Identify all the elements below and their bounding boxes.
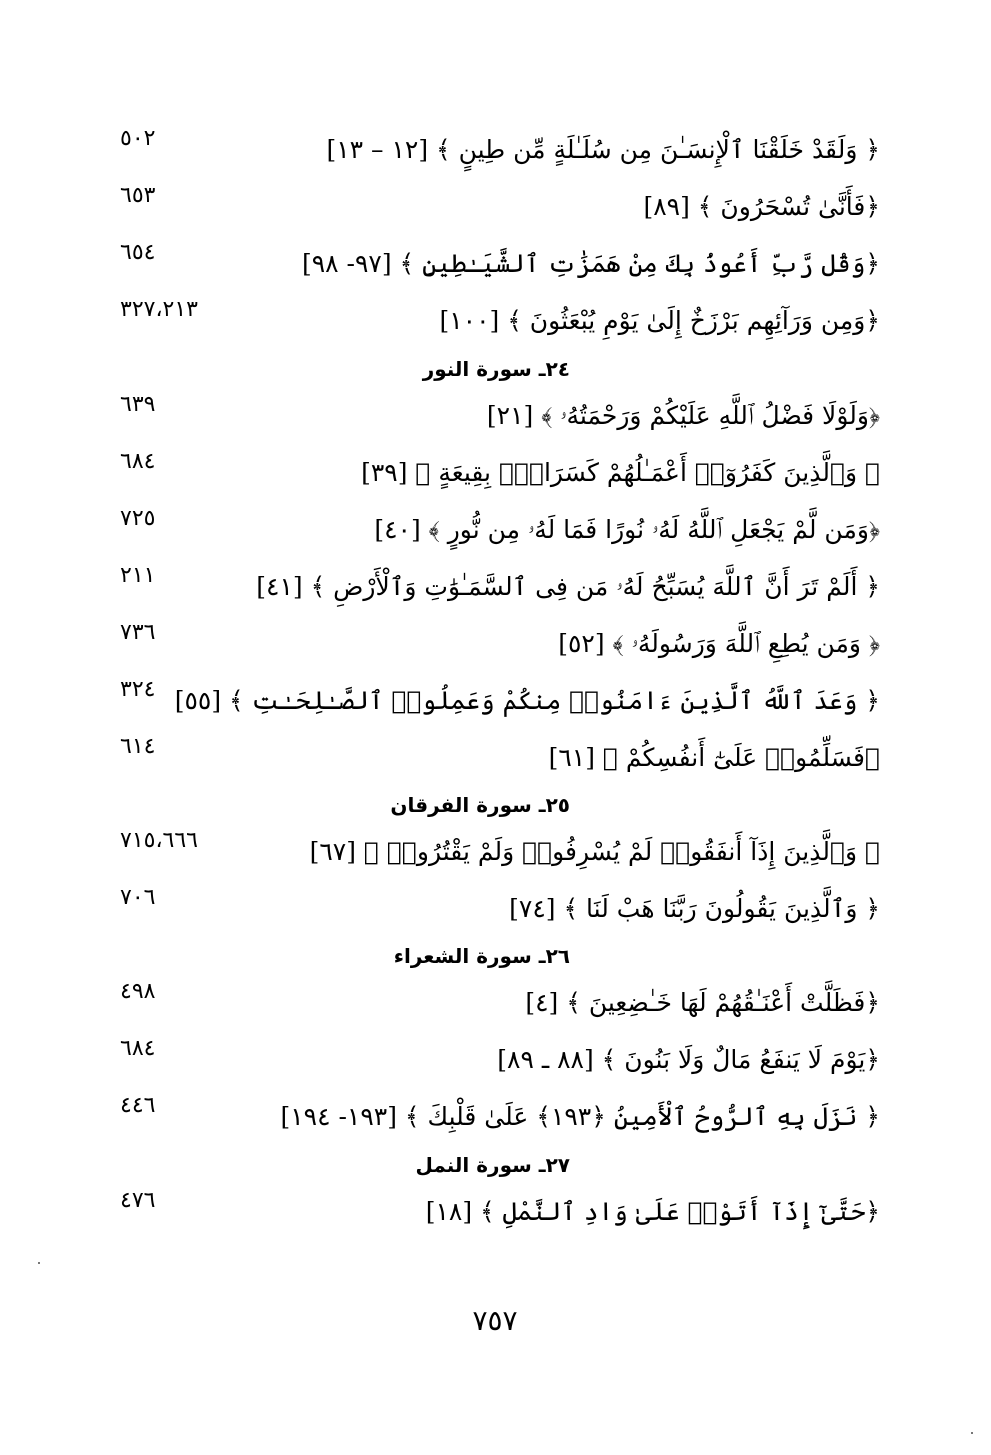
verse-text: ﴿ أَلَمْ تَرَ أَنَّ ٱللَّهَ يُسَبِّحُ لَهُۥ مَن فِى ٱلسَّمَـٰوَٰتِ وَٱلْأَرْضِ ﴾ [٤١]	[256, 572, 880, 601]
page-references: ٦٨٤	[120, 1036, 156, 1061]
verse-row	[110, 828, 880, 880]
verse-text: ﴿ وَعَدَ ٱللَّهُ ٱلَّذِينَ ءَامَنُوا۟ مِنكُمْ وَعَمِلُوا۟ ٱلصَّـٰلِحَـٰتِ ﴾ [٥٥]	[174, 686, 880, 715]
surah-heading: ٢٧ـ سورة النمل	[415, 1153, 570, 1177]
surah-heading: ٢٦ـ سورة الشعراء	[393, 944, 570, 968]
verse-text: ﴿فَأَنَّىٰ تُسْحَرُونَ ﴾ [٨٩]	[643, 192, 880, 221]
verse-row	[110, 1188, 880, 1240]
verse-row	[110, 734, 880, 786]
page-references: ٥٠٢	[120, 126, 156, 151]
verse-row	[110, 563, 880, 615]
page-references: ٤٧٦	[120, 1188, 156, 1213]
page-references: ٧٣٦	[120, 620, 156, 645]
verse-row	[110, 620, 880, 672]
page-references: ٦٥٣	[120, 183, 156, 208]
page-references: ٤٤٦	[120, 1093, 156, 1118]
verse-text: ﴿وَمِن وَرَآئِهِم بَرْزَخٌ إِلَىٰ يَوْمِ يُبْعَثُونَ ﴾ [١٠٠]	[439, 306, 880, 335]
page-references: ٤٩٨	[120, 979, 156, 1004]
verse-text: ﴿ نَزَلَ بِهِ ٱلرُّوحُ ٱلْأَمِينُ ﴿١٩٣﴾ عَلَىٰ قَلْبِكَ ﴾ [١٩٣- ١٩٤]	[280, 1102, 880, 1131]
verse-row	[110, 297, 880, 349]
verse-row	[110, 392, 880, 444]
scan-speck	[971, 1432, 973, 1434]
surah-heading: ٢٥ـ سورة الفرقان	[390, 793, 570, 817]
verse-text: ﴿ وَٱلَّذِينَ كَفَرُوٓا۟ أَعْمَـٰلُهُمْ كَسَرَابٍۭ بِقِيعَةٍ ﴾ [٣٩]	[361, 458, 880, 487]
verse-text: ﴿وَقُل رَّبِّ أَعُوذُ بِكَ مِنْ هَمَزَٰتِ ٱلشَّيَـٰطِينِ ﴾ [٩٧- ٩٨]	[301, 249, 880, 278]
page-number: ٧٥٧	[472, 1304, 518, 1337]
verse-row	[110, 1036, 880, 1088]
verse-text: ﴿يَوْمَ لَا يَنفَعُ مَالٌ وَلَا بَنُونَ ﴾ [٨٨ ـ ٨٩]	[497, 1045, 880, 1074]
page-references: ٦١٤	[120, 734, 156, 759]
verse-text: ﴿وَلَوْلَا فَضْلُ ٱللَّهِ عَلَيْكُمْ وَرَحْمَتُهُۥ ﴾ [٢١]	[486, 401, 880, 430]
page-references: ٣٢٤	[120, 677, 156, 702]
page-references: ٦٥٤	[120, 240, 156, 265]
verse-row	[110, 506, 880, 558]
verse-text: ﴿فَظَلَّتْ أَعْنَـٰقُهُمْ لَهَا خَـٰضِعِينَ ﴾ [٤]	[525, 988, 880, 1017]
page-references: ٧٠٦	[120, 885, 156, 910]
page-references: ٦٣٩	[120, 392, 156, 417]
verse-text: ﴿وَمَن لَّمْ يَجْعَلِ ٱللَّهُ لَهُۥ نُورًا فَمَا لَهُۥ مِن نُّورٍ ﴾ [٤٠]	[374, 515, 880, 544]
verse-row	[110, 183, 880, 235]
verse-text: ﴿ وَلَقَدْ خَلَقْنَا ٱلْإِنسَـٰنَ مِن سُلَـٰلَةٍ مِّن طِينٍ ﴾ [١٢ – ١٣]	[326, 135, 880, 164]
page-references: ٧١٥،٦٦٦	[120, 828, 198, 853]
verse-row	[110, 1093, 880, 1145]
page-references: ٦٨٤	[120, 449, 156, 474]
verse-row	[110, 677, 880, 729]
verse-row	[110, 885, 880, 937]
verse-text: ﴿ وَٱلَّذِينَ يَقُولُونَ رَبَّنَا هَبْ لَنَا ﴾ [٧٤]	[509, 894, 880, 923]
page-references: ٣٢٧،٢١٣	[120, 297, 198, 322]
verse-row	[110, 240, 880, 292]
verse-text: ﴿ وَمَن يُطِعِ ٱللَّهَ وَرَسُولَهُۥ ﴾ [٥٢]	[558, 629, 880, 658]
verse-text: ﴿ وَٱلَّذِينَ إِذَآ أَنفَقُوا۟ لَمْ يُسْرِفُوا۟ وَلَمْ يَقْتُرُوا۟ ﴾ [٦٧]	[309, 837, 880, 866]
verse-row	[110, 979, 880, 1031]
page-references: ٧٢٥	[120, 506, 156, 531]
page-references: ٢١١	[120, 563, 156, 588]
surah-heading: ٢٤ـ سورة النور	[422, 357, 570, 381]
verse-row	[110, 449, 880, 501]
verse-row	[110, 126, 880, 178]
verse-text: ﴿فَسَلِّمُوا۟ عَلَىٰٓ أَنفُسِكُمْ ﴾ [٦١]	[548, 743, 880, 772]
scan-speck	[38, 1262, 40, 1264]
verse-text: ﴿حَتَّىٰٓ إِذَآ أَتَوْا۟ عَلَىٰ وَادِ ٱلنَّمْلِ ﴾ [١٨]	[425, 1197, 880, 1226]
